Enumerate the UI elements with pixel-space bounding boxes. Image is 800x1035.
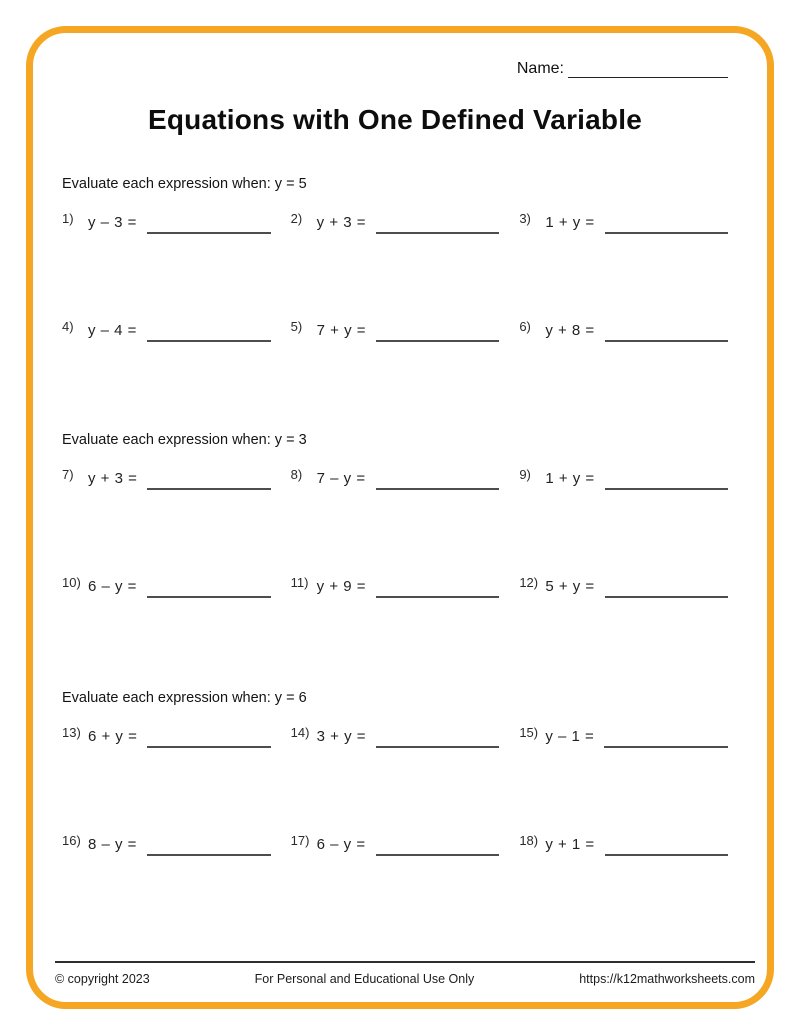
section-instruction: Evaluate each expression when: y = 5 — [62, 176, 307, 192]
problem-expression: 6 + y = — [88, 728, 138, 745]
section-instruction: Evaluate each expression when: y = 3 — [62, 432, 307, 448]
problem — [62, 832, 271, 856]
problem — [62, 574, 271, 598]
section-y-equals-6 — [62, 690, 728, 856]
problem-number: 2) — [290, 211, 303, 226]
problem-number: 10) — [62, 575, 81, 590]
problem — [519, 832, 728, 856]
website-url: https://k12mathworksheets.com — [579, 972, 755, 986]
name-field — [517, 60, 728, 78]
name-blank-line — [568, 60, 728, 78]
problems-row — [62, 318, 728, 342]
problem-number: 12) — [519, 575, 539, 590]
problems-row — [62, 574, 728, 598]
problem-expression: y + 8 = — [545, 322, 595, 339]
problems-row — [62, 832, 728, 856]
section-y-equals-3 — [62, 432, 728, 598]
problem-expression: y + 3 = — [88, 470, 138, 487]
answer-blank — [376, 316, 499, 342]
problem-number: 7) — [62, 467, 74, 482]
problem-number: 13) — [62, 725, 81, 740]
answer-blank — [147, 464, 270, 490]
answer-blank — [376, 722, 499, 748]
problem — [291, 574, 500, 598]
problem-expression: 1 + y = — [545, 470, 595, 487]
name-label: Name: — [516, 60, 564, 77]
problem-number: 4) — [62, 319, 74, 334]
problem-expression: y + 3 = — [316, 214, 367, 231]
problem-expression: 6 – y = — [88, 578, 137, 595]
problem-expression: 6 – y = — [316, 836, 366, 853]
problem-number: 1) — [62, 211, 74, 226]
problem-expression: y – 1 = — [545, 728, 595, 745]
problem-number: 9) — [519, 467, 531, 482]
answer-blank — [376, 464, 500, 490]
problem — [291, 466, 500, 490]
problem-expression: 7 – y = — [316, 470, 366, 487]
problem-number: 8) — [290, 467, 303, 482]
section-instruction: Evaluate each expression when: y = 6 — [62, 690, 307, 706]
problem-number: 5) — [290, 319, 303, 334]
problem — [519, 210, 728, 234]
answer-blank — [147, 830, 271, 856]
answer-blank — [147, 208, 271, 234]
problem — [291, 318, 500, 342]
problem-expression: 1 + y = — [545, 214, 595, 231]
section-y-equals-5 — [62, 176, 728, 342]
answer-blank — [605, 572, 728, 598]
problem — [291, 210, 500, 234]
problem-number: 15) — [519, 725, 539, 740]
problem-number: 11) — [290, 575, 309, 590]
problem-number: 3) — [519, 211, 531, 226]
problem-expression: y – 3 = — [88, 214, 137, 231]
answer-blank — [605, 464, 728, 490]
answer-blank — [376, 830, 500, 856]
problem-expression: y + 1 = — [545, 836, 595, 853]
problem — [62, 318, 271, 342]
problem — [62, 724, 271, 748]
page-footer — [55, 961, 755, 986]
copyright-text: © copyright 2023 — [55, 972, 150, 986]
problem — [291, 724, 500, 748]
problem — [519, 724, 728, 748]
problem-number: 17) — [290, 833, 310, 848]
problem — [519, 466, 728, 490]
usage-text: For Personal and Educational Use Only — [254, 972, 475, 986]
problem-expression: 5 + y = — [545, 578, 595, 595]
problem-number: 16) — [62, 833, 81, 848]
answer-blank — [147, 316, 271, 342]
answer-blank — [605, 208, 728, 234]
problem-number: 6) — [519, 319, 531, 334]
problem-expression: 8 – y = — [88, 836, 137, 853]
answer-blank — [376, 208, 499, 234]
problem-expression: 3 + y = — [316, 728, 367, 745]
answer-blank — [147, 572, 271, 598]
problem-expression: 7 + y = — [316, 322, 367, 339]
page-title: Equations with One Defined Variable — [148, 104, 642, 135]
problem — [291, 832, 500, 856]
problem — [519, 574, 728, 598]
answer-blank — [605, 830, 728, 856]
problem — [62, 210, 271, 234]
answer-blank — [604, 722, 728, 748]
problem — [62, 466, 271, 490]
problem-number: 14) — [290, 725, 310, 740]
problems-row — [62, 466, 728, 490]
answer-blank — [376, 572, 499, 598]
problem-number: 18) — [519, 833, 539, 848]
problem-expression: y + 9 = — [316, 578, 367, 595]
answer-blank — [147, 722, 270, 748]
problem — [519, 318, 728, 342]
problems-row — [62, 724, 728, 748]
answer-blank — [605, 316, 728, 342]
problem-expression: y – 4 = — [88, 322, 137, 339]
problems-row — [62, 210, 728, 234]
